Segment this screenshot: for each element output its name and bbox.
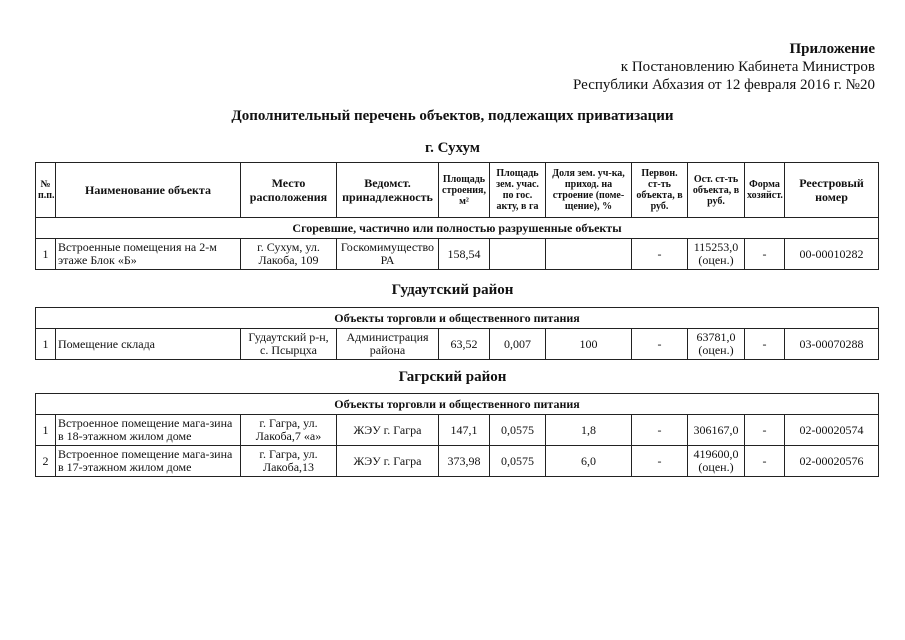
- table-header-row: [36, 163, 879, 218]
- row-land-share: [546, 239, 632, 270]
- row-ownership-form: -: [745, 239, 785, 270]
- row-num: 1: [36, 239, 56, 270]
- row-name: Помещение склада: [56, 329, 241, 360]
- col-ownership-form: Форма хозяйст.: [745, 163, 785, 218]
- col-owner: Ведомст. принадлежность: [337, 163, 439, 218]
- row-area: 63,52: [439, 329, 490, 360]
- table-row: [36, 415, 879, 446]
- appendix-header: [573, 40, 875, 94]
- row-land-share: 6,0: [546, 446, 632, 477]
- col-registry: Реестровый номер: [785, 163, 879, 218]
- row-location: Гудаутский р-н, с. Псырцха: [241, 329, 337, 360]
- row-land-area: 0,0575: [490, 415, 546, 446]
- document-title: Дополнительный перечень объектов, подлежащих приватизации: [231, 108, 674, 124]
- section-title-gudauta: Гудаутский район: [391, 282, 514, 298]
- col-name: Наименование объекта: [56, 163, 241, 218]
- row-ownership-form: -: [745, 329, 785, 360]
- col-residual-cost: Ост. ст-ть объекта, в руб.: [688, 163, 745, 218]
- category-label: Объекты торговли и общественного питания: [36, 394, 879, 415]
- col-land-share: Доля зем. уч-ка, приход. на строение (поме-щение), %: [546, 163, 632, 218]
- row-registry: 03-00070288: [785, 329, 879, 360]
- row-residual-cost: 63781,0 (оцен.): [688, 329, 745, 360]
- row-location: г. Гагра, ул. Лакоба,7 «а»: [241, 415, 337, 446]
- category-row: [36, 218, 879, 239]
- objects-table-gudauta: [35, 307, 879, 360]
- row-num: 1: [36, 415, 56, 446]
- appendix-line-1: к Постановлению Кабинета Министров: [620, 59, 875, 75]
- col-area: Площадь строения, м²: [439, 163, 490, 218]
- row-ownership-form: -: [745, 415, 785, 446]
- row-area: 158,54: [439, 239, 490, 270]
- col-num: № п.п.: [36, 163, 56, 218]
- row-owner: Госкомимущество РА: [337, 239, 439, 270]
- table-row: [36, 239, 879, 270]
- row-initial-cost: -: [632, 239, 688, 270]
- category-label: Сгоревшие, частично или полностью разрушенные объекты: [36, 218, 879, 239]
- category-label: Объекты торговли и общественного питания: [36, 308, 879, 329]
- row-owner: ЖЭУ г. Гагра: [337, 415, 439, 446]
- section-title-gagra: Гагрский район: [398, 369, 507, 385]
- table-row: [36, 329, 879, 360]
- col-initial-cost: Первон. ст-ть объекта, в руб.: [632, 163, 688, 218]
- table-row: [36, 446, 879, 477]
- row-initial-cost: -: [632, 415, 688, 446]
- row-initial-cost: -: [632, 329, 688, 360]
- row-owner: ЖЭУ г. Гагра: [337, 446, 439, 477]
- row-land-area: [490, 239, 546, 270]
- row-name: Встроенное помещение мага-зина в 18-этажном жилом доме: [56, 415, 241, 446]
- category-row: [36, 308, 879, 329]
- row-num: 1: [36, 329, 56, 360]
- category-row: [36, 394, 879, 415]
- appendix-title: Приложение: [789, 41, 875, 57]
- row-ownership-form: -: [745, 446, 785, 477]
- section-title-sukhum: г. Сухум: [424, 140, 481, 156]
- objects-table-sukhum: [35, 162, 879, 270]
- row-location: г. Гагра, ул. Лакоба,13: [241, 446, 337, 477]
- row-area: 147,1: [439, 415, 490, 446]
- row-area: 373,98: [439, 446, 490, 477]
- objects-table-gagra: [35, 393, 879, 477]
- row-land-area: 0,0575: [490, 446, 546, 477]
- col-land-area: Площадь зем. учас. по гос. акту, в га: [490, 163, 546, 218]
- row-num: 2: [36, 446, 56, 477]
- row-location: г. Сухум, ул. Лакоба, 109: [241, 239, 337, 270]
- row-registry: 02-00020574: [785, 415, 879, 446]
- col-location: Место расположения: [241, 163, 337, 218]
- row-registry: 00-00010282: [785, 239, 879, 270]
- row-land-area: 0,007: [490, 329, 546, 360]
- row-land-share: 1,8: [546, 415, 632, 446]
- appendix-line-2: Республики Абхазия от 12 февраля 2016 г. №20: [573, 77, 875, 93]
- row-residual-cost: 115253,0 (оцен.): [688, 239, 745, 270]
- row-name: Встроенные помещения на 2-м этаже Блок «Б»: [56, 239, 241, 270]
- row-initial-cost: -: [632, 446, 688, 477]
- row-registry: 02-00020576: [785, 446, 879, 477]
- row-land-share: 100: [546, 329, 632, 360]
- row-residual-cost: 306167,0: [688, 415, 745, 446]
- row-residual-cost: 419600,0 (оцен.): [688, 446, 745, 477]
- row-owner: Администрация района: [337, 329, 439, 360]
- row-name: Встроенное помещение мага-зина в 17-этажном жилом доме: [56, 446, 241, 477]
